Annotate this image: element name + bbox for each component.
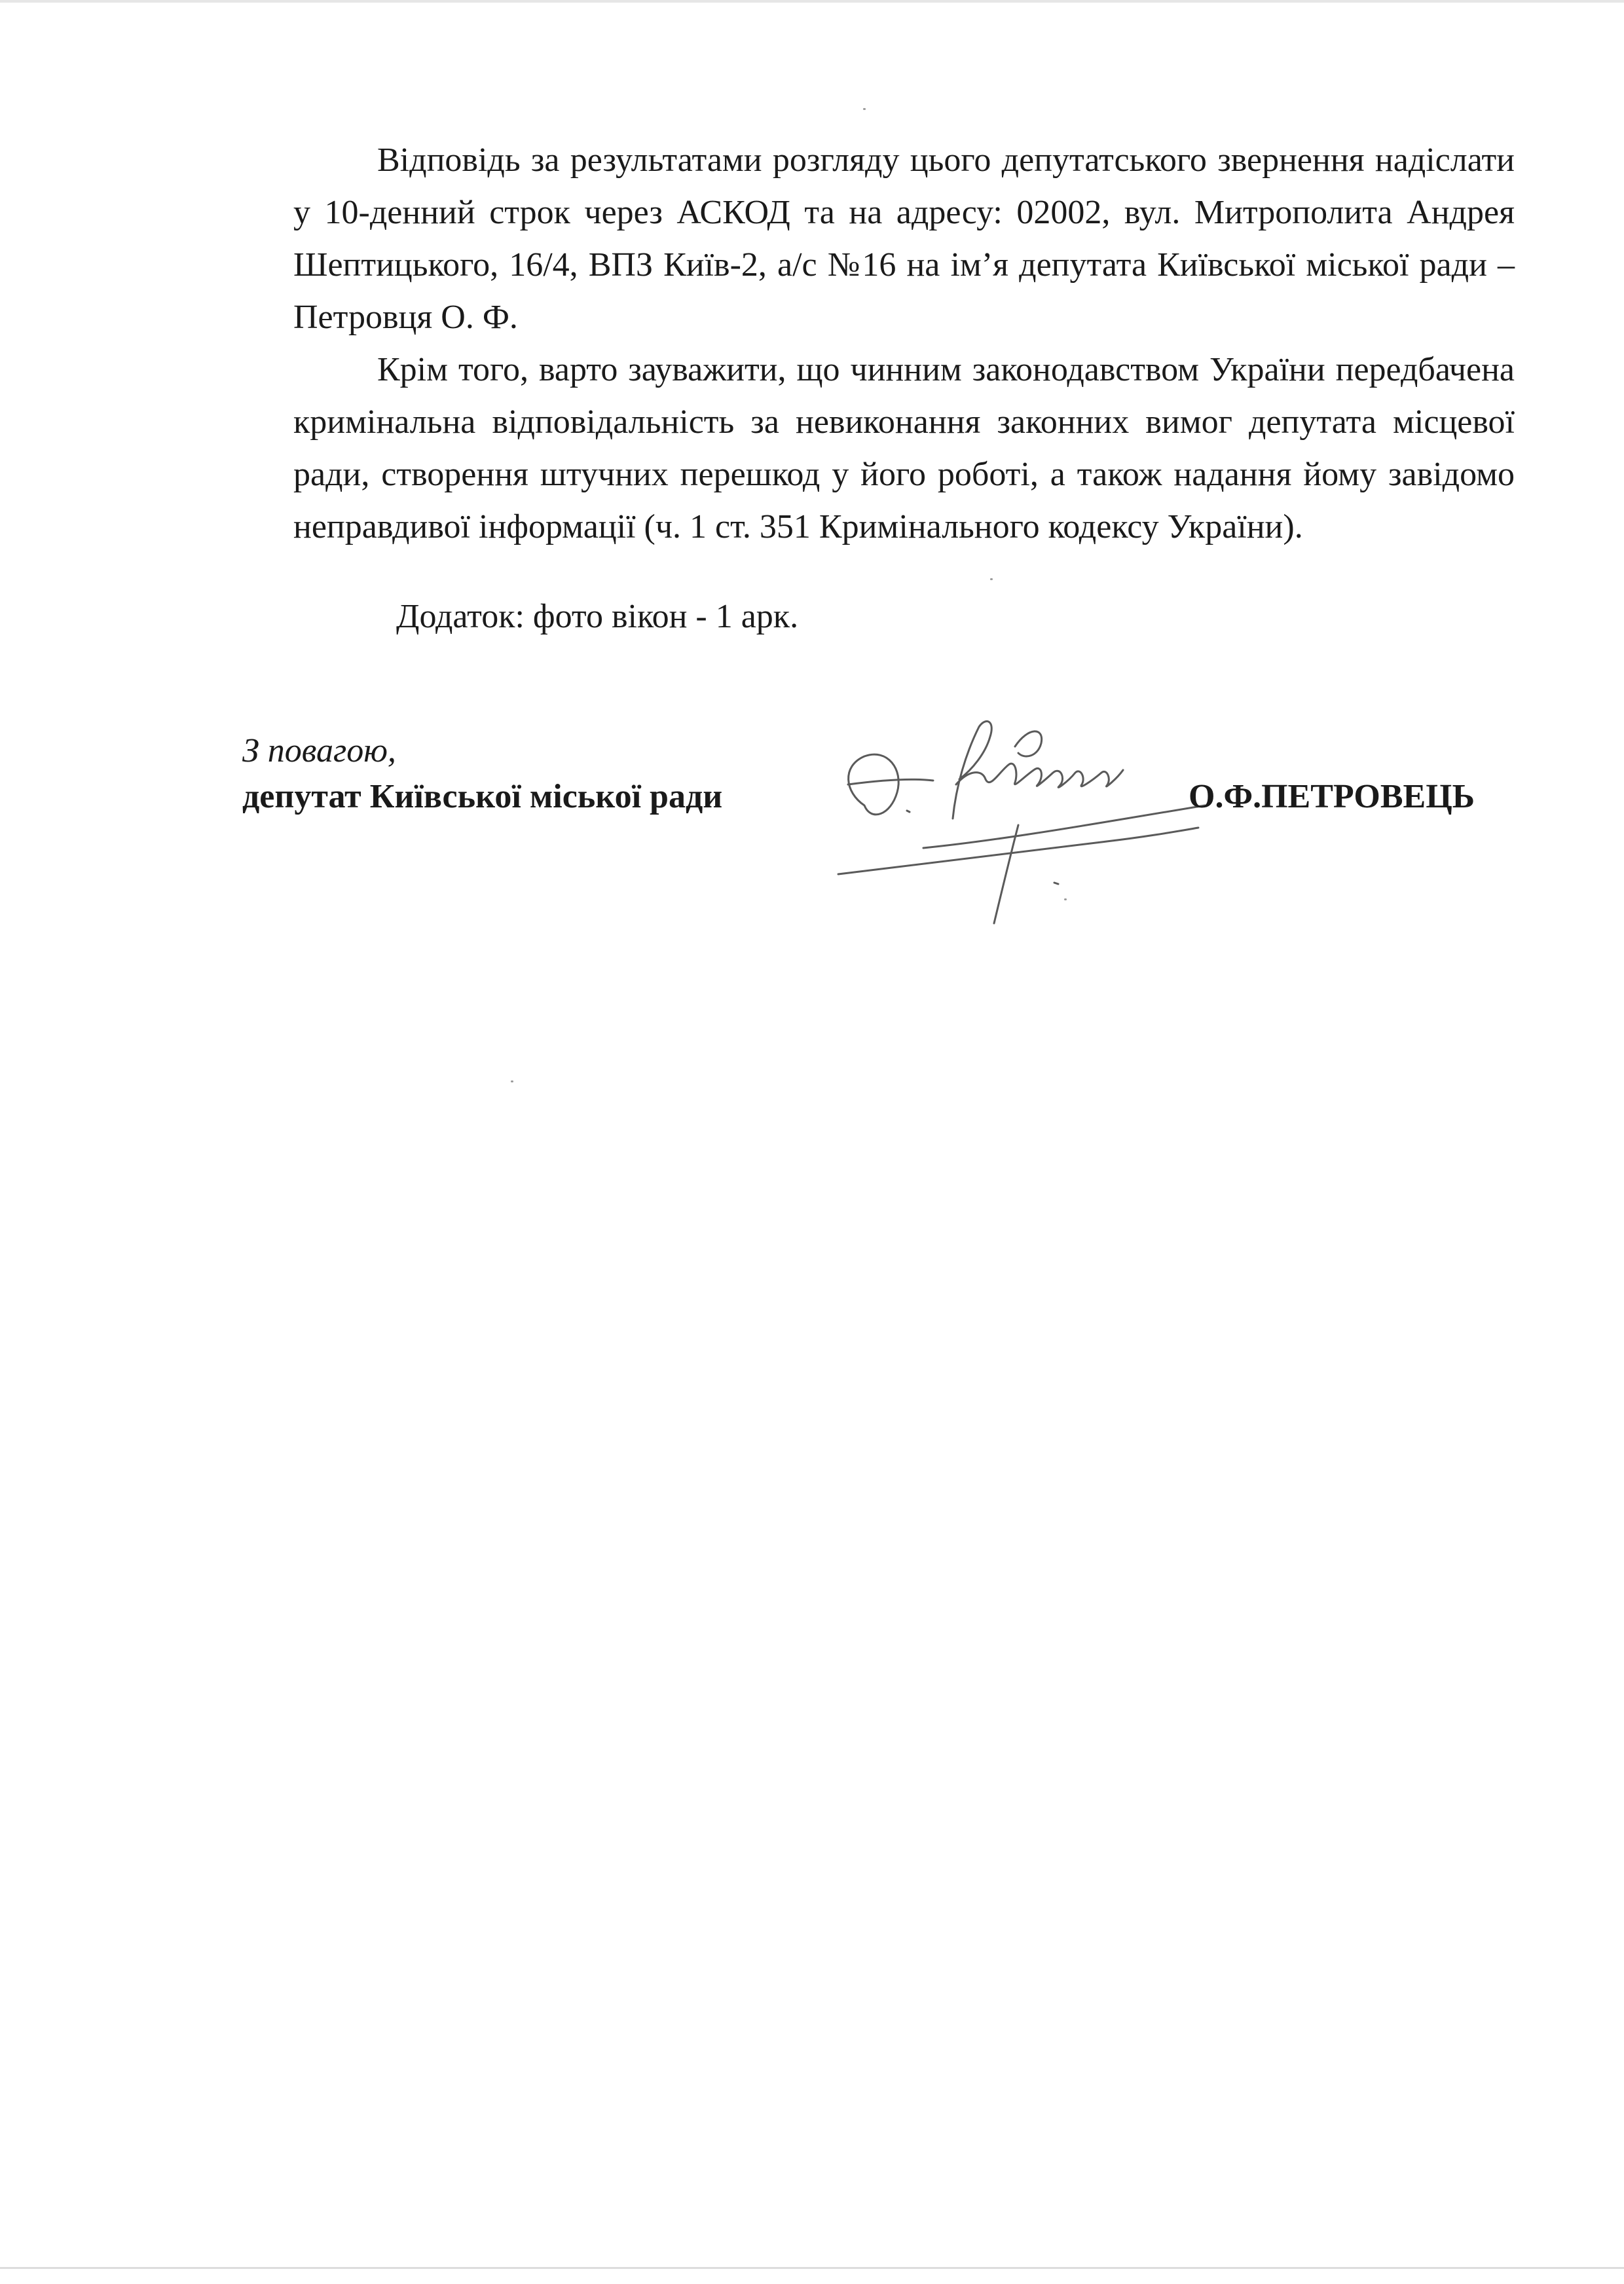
scan-speck (1064, 898, 1067, 900)
letter-body (293, 134, 1515, 553)
scan-edge-top (0, 0, 1624, 3)
scan-speck (863, 108, 866, 110)
signer-title: депутат Київської міської ради (242, 778, 723, 815)
paragraph-legal-notice: Крім того, варто зауважити, що чинним законодавством України передбачена кримінальна відповідальність за невиконання законних вимог депутата місцевої ради, створення штучних перешкод у його роботі, а також надання йому завідомо неправдивої інформації (ч. 1 ст. 351 Кримінального кодексу України). (293, 351, 1515, 545)
paragraph-reply-request: Відповідь за результатами розгляду цього депутатського звернення надіслати у 10-денний строк через АСКОД та на адресу: 02002, вул. Митрополита Андрея Шептицького, 16/4, ВПЗ Київ-2, а/с №16 на ім’я депутата Київської міської ради – Петровця О. Ф. (293, 141, 1515, 336)
closing-salutation: З повагою, (242, 732, 396, 769)
scan-speck (511, 1080, 513, 1082)
scan-speck (990, 578, 993, 580)
scan-edge-bottom (0, 2267, 1624, 2269)
signer-name: О.Ф.ПЕТРОВЕЦЬ (1189, 778, 1475, 815)
handwritten-signature (819, 707, 1211, 930)
attachment-line: Додаток: фото вікон - 1 арк. (396, 598, 799, 635)
